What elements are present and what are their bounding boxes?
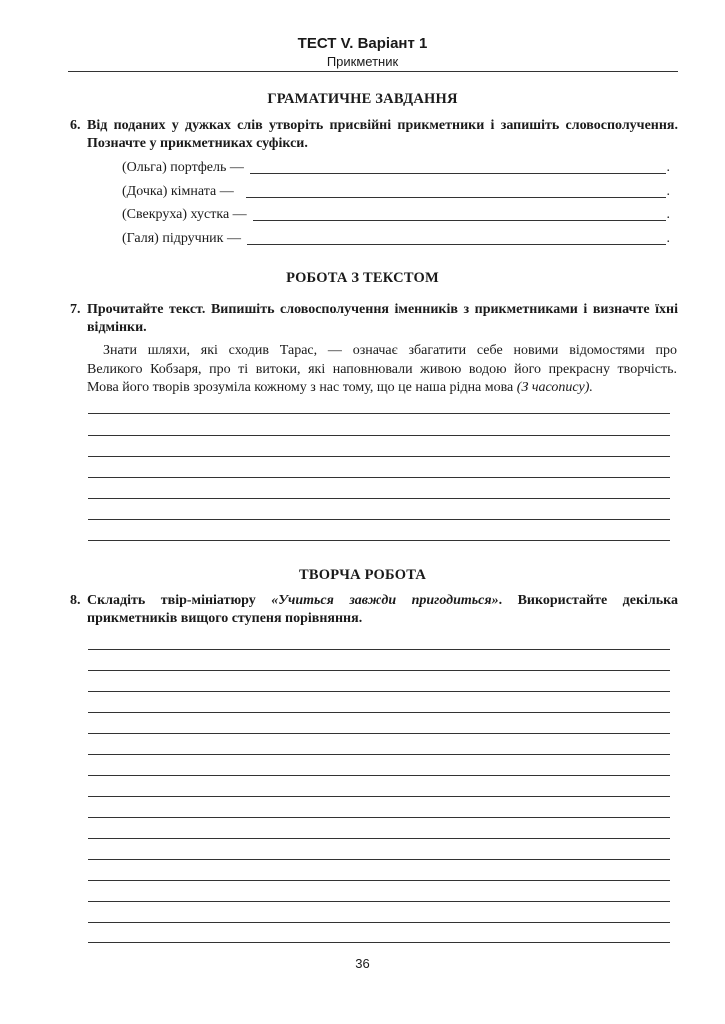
answer-line[interactable]: [246, 184, 666, 198]
task-8-number: 8.: [70, 593, 81, 608]
section-heading-creative: ТВОРЧА РОБОТА: [298, 567, 427, 583]
task-8-line2: прикметників вищого ступеня порівняння.: [87, 611, 363, 626]
writing-line[interactable]: [88, 922, 670, 923]
task-8-line1-end: . Використайте декілька: [498, 593, 679, 608]
writing-line[interactable]: [88, 498, 670, 499]
writing-line[interactable]: [88, 540, 670, 541]
section-heading-text-work: РОБОТА З ТЕКСТОМ: [286, 270, 439, 286]
writing-line[interactable]: [88, 435, 670, 436]
exercise-row[interactable]: [122, 206, 670, 224]
writing-line[interactable]: [88, 649, 670, 650]
writing-line[interactable]: [88, 413, 670, 414]
writing-line[interactable]: [88, 691, 670, 692]
writing-line[interactable]: [88, 838, 670, 839]
writing-line[interactable]: [88, 519, 670, 520]
task-6-line1: Від поданих у дужках слів утворіть присвійні прикметники і запишіть словосполучення.: [87, 118, 678, 133]
task-6-number: 6.: [70, 118, 81, 133]
writing-line[interactable]: [88, 775, 670, 776]
task-7-line1: Прочитайте текст. Випишіть словосполучення іменників з прикметниками і визначте їхні: [87, 302, 678, 317]
writing-line[interactable]: [88, 733, 670, 734]
test-subtitle: Прикметник: [326, 54, 399, 69]
passage-line: Знати шляхи, які сходив Тарас, — означає збагатити себе новими відомостями про: [103, 343, 677, 358]
exercise-end: .: [666, 207, 670, 222]
writing-line[interactable]: [88, 670, 670, 671]
answer-line[interactable]: [250, 160, 666, 174]
writing-line[interactable]: [88, 477, 670, 478]
exercise-row[interactable]: [122, 230, 670, 248]
passage-line: Великого Кобзаря, про ті витоки, які наповнювали живою водою його прекрасну творчість.: [87, 361, 677, 377]
task-6-line2: Позначте у прикметниках суфікси.: [87, 136, 308, 151]
task-7: [70, 301, 678, 337]
exercise-label: (Свекруха) хустка —: [122, 207, 247, 222]
writing-line[interactable]: [88, 817, 670, 818]
writing-line[interactable]: [88, 754, 670, 755]
writing-line[interactable]: [88, 942, 670, 943]
writing-line[interactable]: [88, 901, 670, 902]
test-title: ТЕСТ V. Варіант 1: [297, 35, 428, 52]
exercise-end: .: [666, 184, 670, 199]
header-divider: [68, 71, 678, 72]
exercise-end: .: [666, 160, 670, 175]
exercise-label: (Галя) підручник —: [122, 231, 241, 246]
task-6: [70, 117, 678, 153]
reading-passage: [87, 342, 677, 398]
writing-line[interactable]: [88, 796, 670, 797]
writing-line[interactable]: [88, 880, 670, 881]
exercise-row[interactable]: [122, 183, 670, 201]
exercise-end: .: [666, 231, 670, 246]
writing-line[interactable]: [88, 712, 670, 713]
task-7-number: 7.: [70, 302, 81, 317]
passage-line: Мова його творів зрозуміла кожному з нас тому, що це наша рідна мова: [87, 380, 514, 395]
section-heading-grammar: ГРАМАТИЧНЕ ЗАВДАННЯ: [267, 91, 458, 107]
passage-source: (З часопису).: [516, 380, 593, 395]
writing-line[interactable]: [88, 859, 670, 860]
task-8: [70, 592, 678, 628]
exercise-label: (Ольга) портфель —: [122, 160, 244, 175]
page-number: 36: [355, 956, 370, 971]
answer-line[interactable]: [247, 231, 666, 245]
exercise-row[interactable]: [122, 159, 670, 177]
answer-line[interactable]: [253, 207, 666, 221]
exercise-label: (Дочка) кімната —: [122, 184, 234, 199]
writing-line[interactable]: [88, 456, 670, 457]
task-8-line1-start: Складіть твір-мініатюру: [87, 593, 256, 608]
task-7-line2: відмінки.: [87, 320, 147, 335]
task-8-essay-title: «Учиться завжди пригодиться»: [271, 593, 499, 608]
